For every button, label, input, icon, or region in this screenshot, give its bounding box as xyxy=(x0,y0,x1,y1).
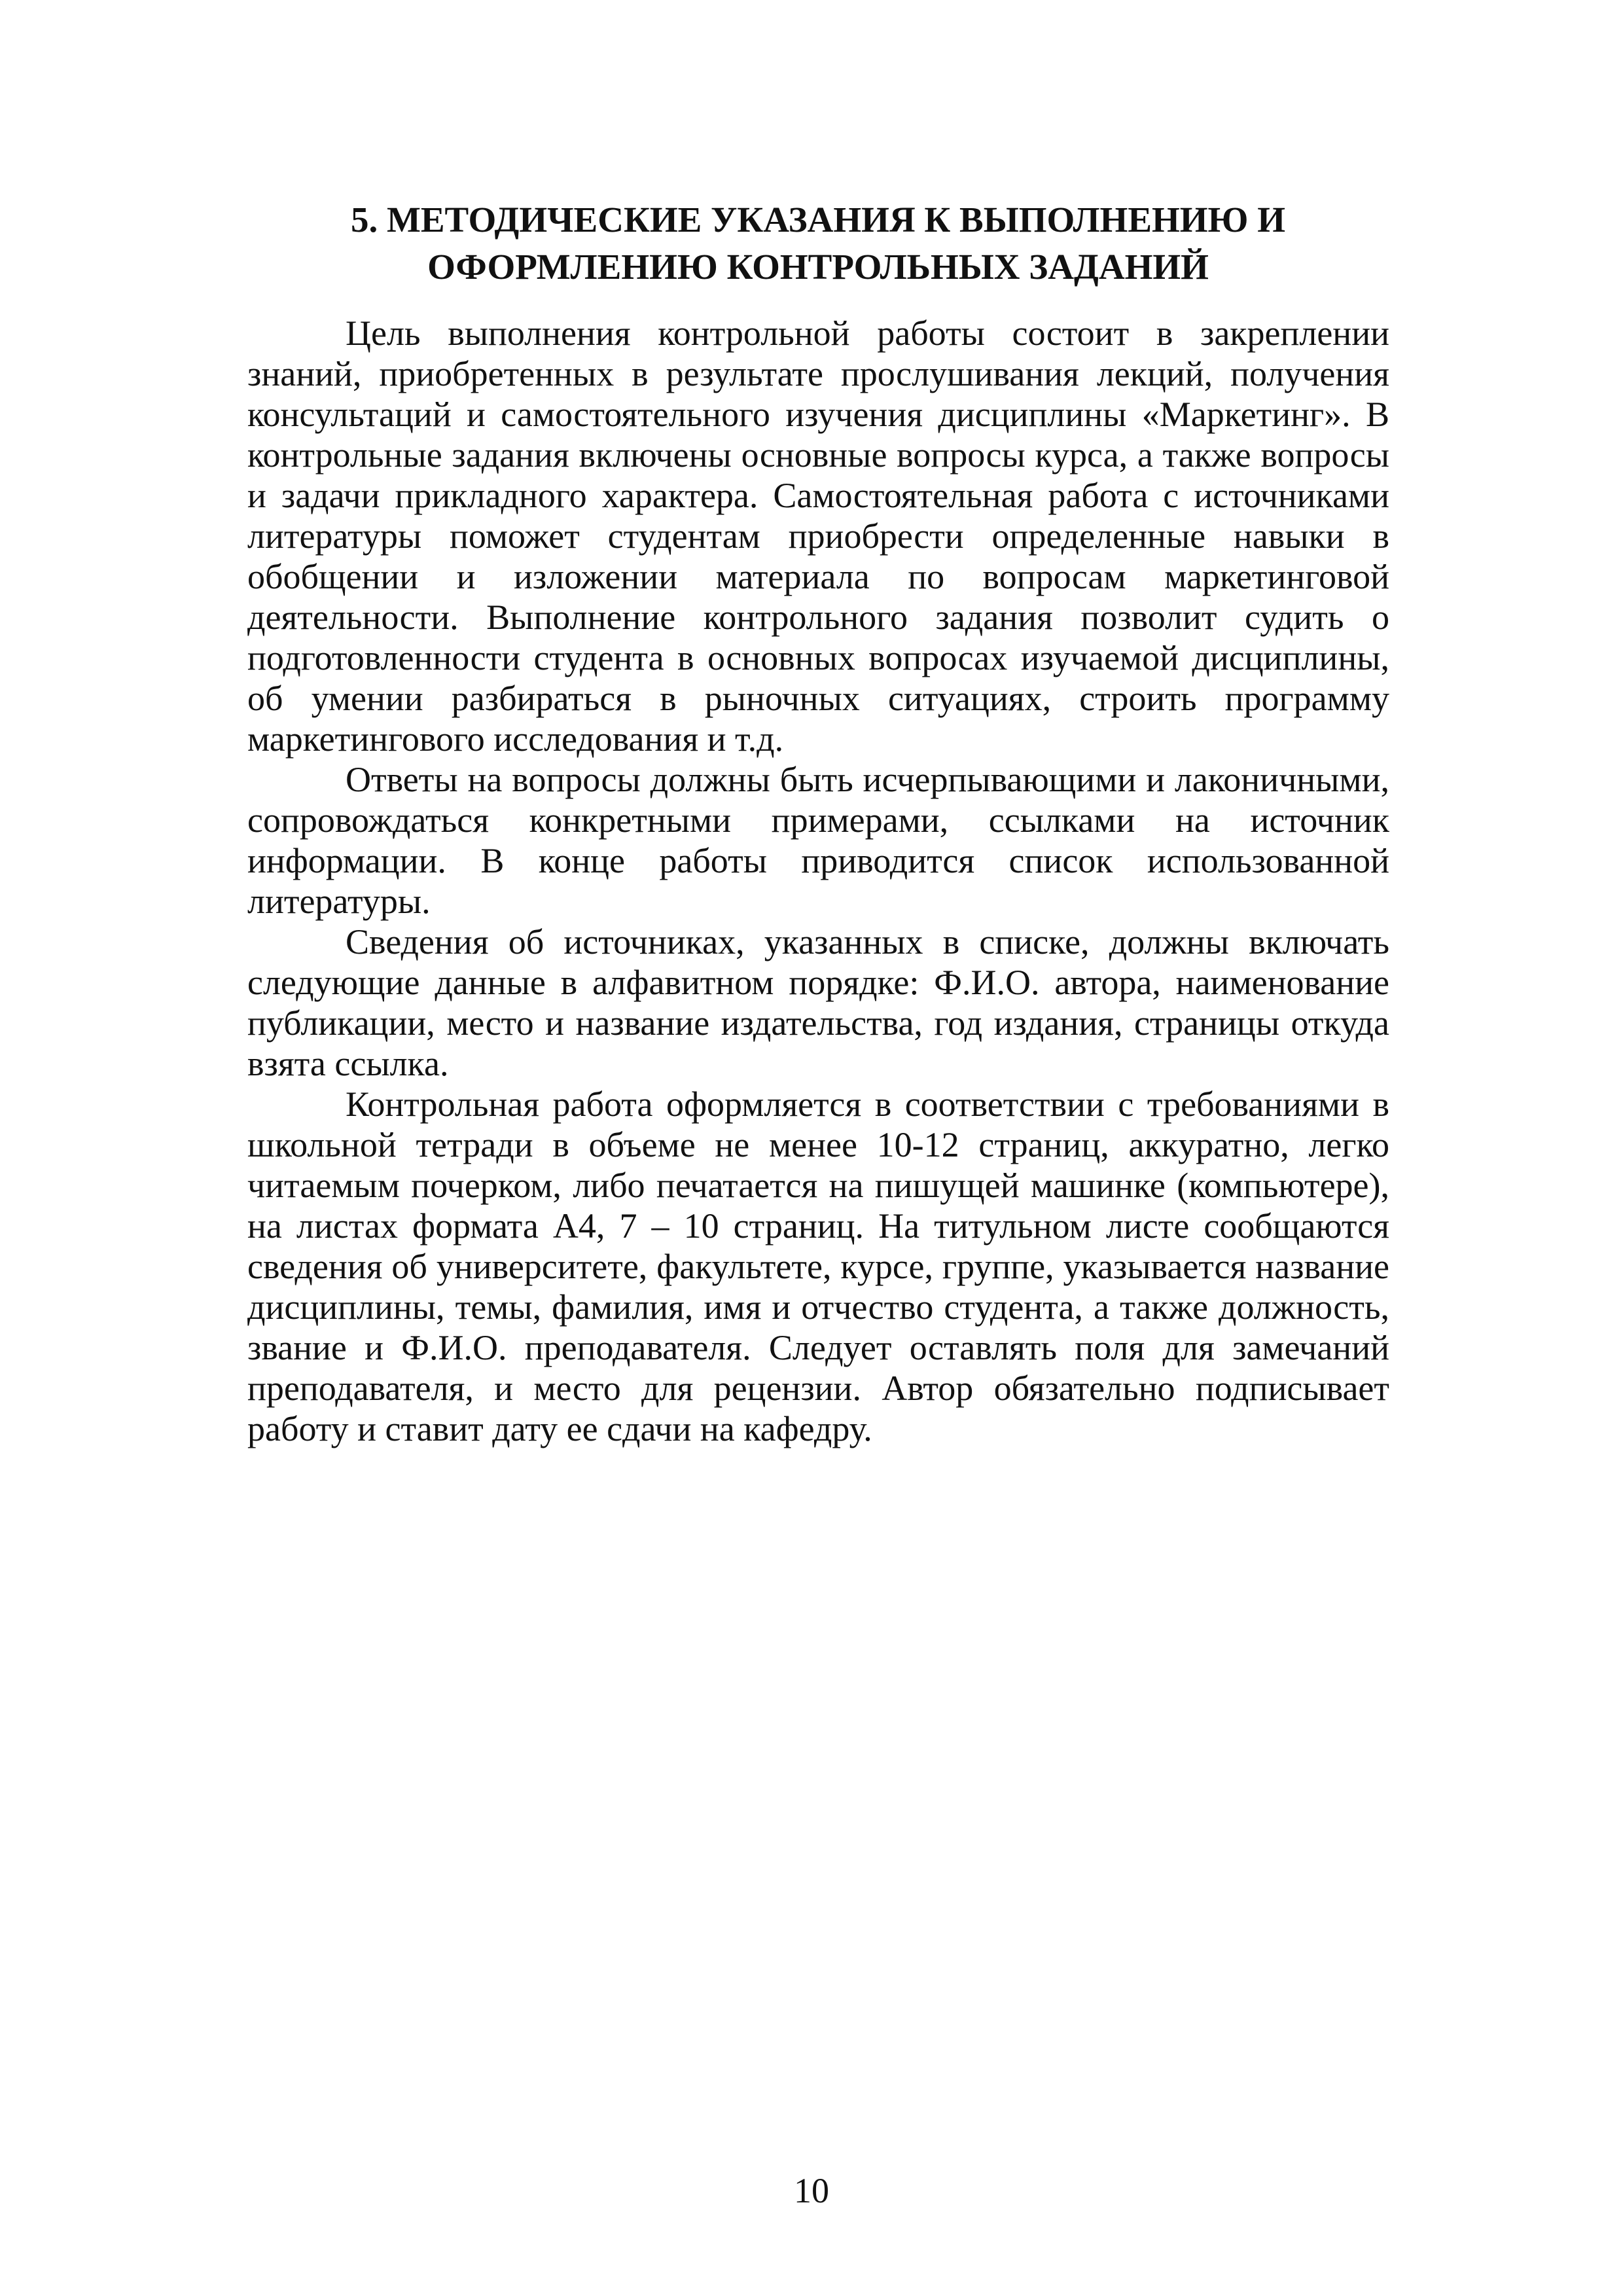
paragraph-formatting: Контрольная работа оформляется в соответствии с требованиями в школьной тетради в объеме не менее 10-12 страниц, аккуратно, легко читаемым почерком, либо печатается на пишущей машинке (компьютере), на листах формата А4, 7 – 10 страниц. На титульном листе сообщаются сведения об университете, факультете, курсе, группе, указывается название дисциплины, темы, фамилия, имя и отчество студента, а также должность, звание и Ф.И.О. преподавателя. Следует оставлять поля для замечаний преподавателя, и место для рецензии. Автор обязательно подписывает работу и ставит дату ее сдачи на кафедру. xyxy=(247,1085,1389,1448)
section-title-line-2: ОФОРМЛЕНИЮ КОНТРОЛЬНЫХ ЗАДАНИЙ xyxy=(427,247,1209,287)
section-title xyxy=(249,196,1387,291)
document-body xyxy=(247,313,1389,1449)
paragraph-answers: Ответы на вопросы должны быть исчерпывающими и лаконичными, сопровождаться конкретными примерами, ссылками на источник информации. В конце работы приводится список использованной литературы. xyxy=(247,760,1389,921)
page-number: 10 xyxy=(794,2171,829,2210)
paragraph-sources: Сведения об источниках, указанных в списке, должны включать следующие данные в алфавитном порядке: Ф.И.О. автора, наименование публикации, место и название издательства, год издания, страницы откуда взята ссылка. xyxy=(247,922,1389,1083)
section-title-line-1: 5. МЕТОДИЧЕСКИЕ УКАЗАНИЯ К ВЫПОЛНЕНИЮ И xyxy=(350,200,1286,240)
paragraph-purpose: Цель выполнения контрольной работы состоит в закреплении знаний, приобретенных в результате прослушивания лекций, получения консультаций и самостоятельного изучения дисциплины «Маркетинг». В контрольные задания включены основные вопросы курса, а также вопросы и задачи прикладного характера. Самостоятельная работа с источниками литературы поможет студентам приобрести определенные навыки в обобщении и изложении материала по вопросам маркетинговой деятельности. Выполнение контрольного задания позволит судить о подготовленности студента в основных вопросах изучаемой дисциплины, об умении разбираться в рыночных ситуациях, строить программу маркетингового исследования и т.д. xyxy=(247,314,1389,759)
